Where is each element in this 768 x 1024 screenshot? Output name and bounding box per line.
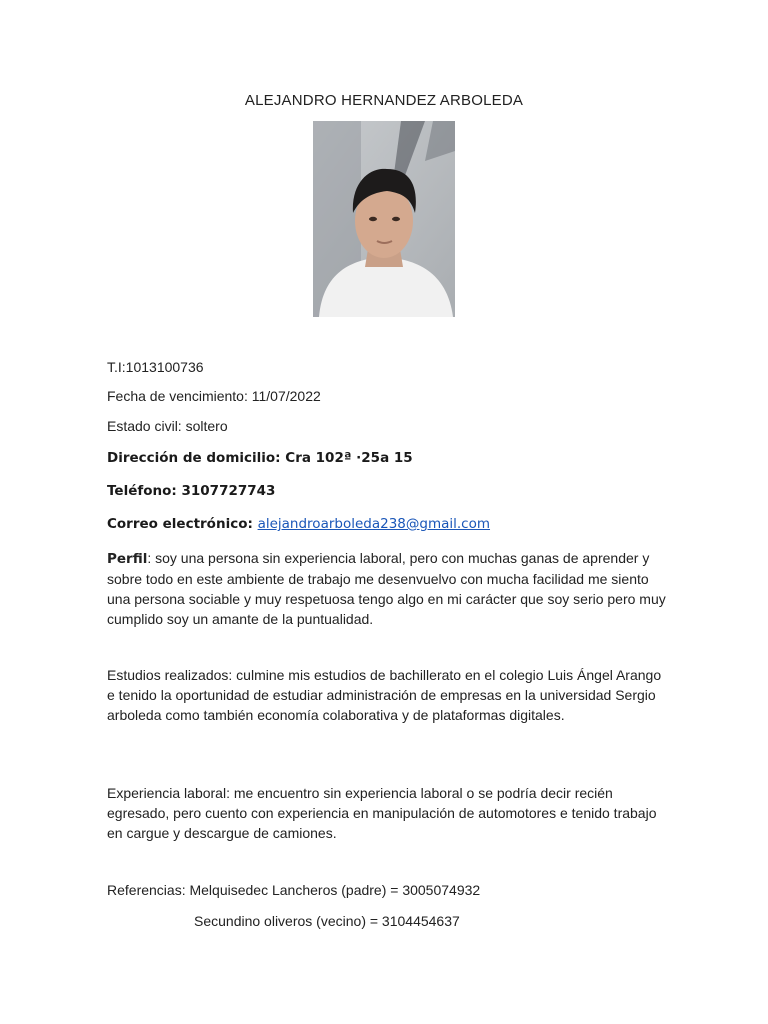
experience-paragraph: Experiencia laboral: me encuentro sin experiencia laboral o se podría decir recién egresado, pero cuento con experiencia en manipulación de automotores e tenido trabajo en cargue y descargue de camiones.: [107, 785, 657, 841]
reference-2: Secundino oliveros (vecino) = 3104454637: [194, 913, 460, 929]
marital-status: Estado civil: soltero: [107, 418, 228, 434]
phone-line: [107, 481, 275, 501]
id-number: T.I:1013100736: [107, 359, 204, 375]
email-line: [107, 514, 490, 534]
phone-value: 3107727743: [181, 483, 276, 499]
profile-photo: [313, 121, 455, 317]
profile-label: Perfil: [107, 551, 148, 567]
email-link[interactable]: alejandroarboleda238@gmail.com: [257, 516, 491, 532]
education-paragraph: Estudios realizados: culmine mis estudios de bachillerato en el colegio Luis Ángel Arango e tenido la oportunidad de estudiar administración de empresas en la universidad Sergio arboleda como también economía colaborativa y de plataformas digitales.: [107, 667, 662, 723]
profile-paragraph: [107, 548, 667, 629]
email-label: Correo electrónico:: [107, 516, 253, 532]
address-label: Dirección de domicilio:: [107, 450, 281, 466]
profile-text: : soy una persona sin experiencia laboral, pero con muchas ganas de aprender y sobre todo en este ambiente de trabajo me desenvuelvo con mucha facilidad me siento una persona sociable y muy respetuosa tengo algo en mi carácter que soy serio pero muy cumplido soy un amante de la puntualidad.: [107, 550, 666, 627]
address-value: Cra 102ª ·25a 15: [285, 450, 413, 466]
reference-1: Referencias: Melquisedec Lancheros (padre) = 3005074932: [107, 882, 481, 898]
applicant-name: ALEJANDRO HERNANDEZ ARBOLEDA: [244, 92, 524, 109]
expiration-date: Fecha de vencimiento: 11/07/2022: [107, 388, 321, 404]
phone-label: Teléfono:: [107, 483, 177, 499]
address-line: [107, 448, 413, 468]
